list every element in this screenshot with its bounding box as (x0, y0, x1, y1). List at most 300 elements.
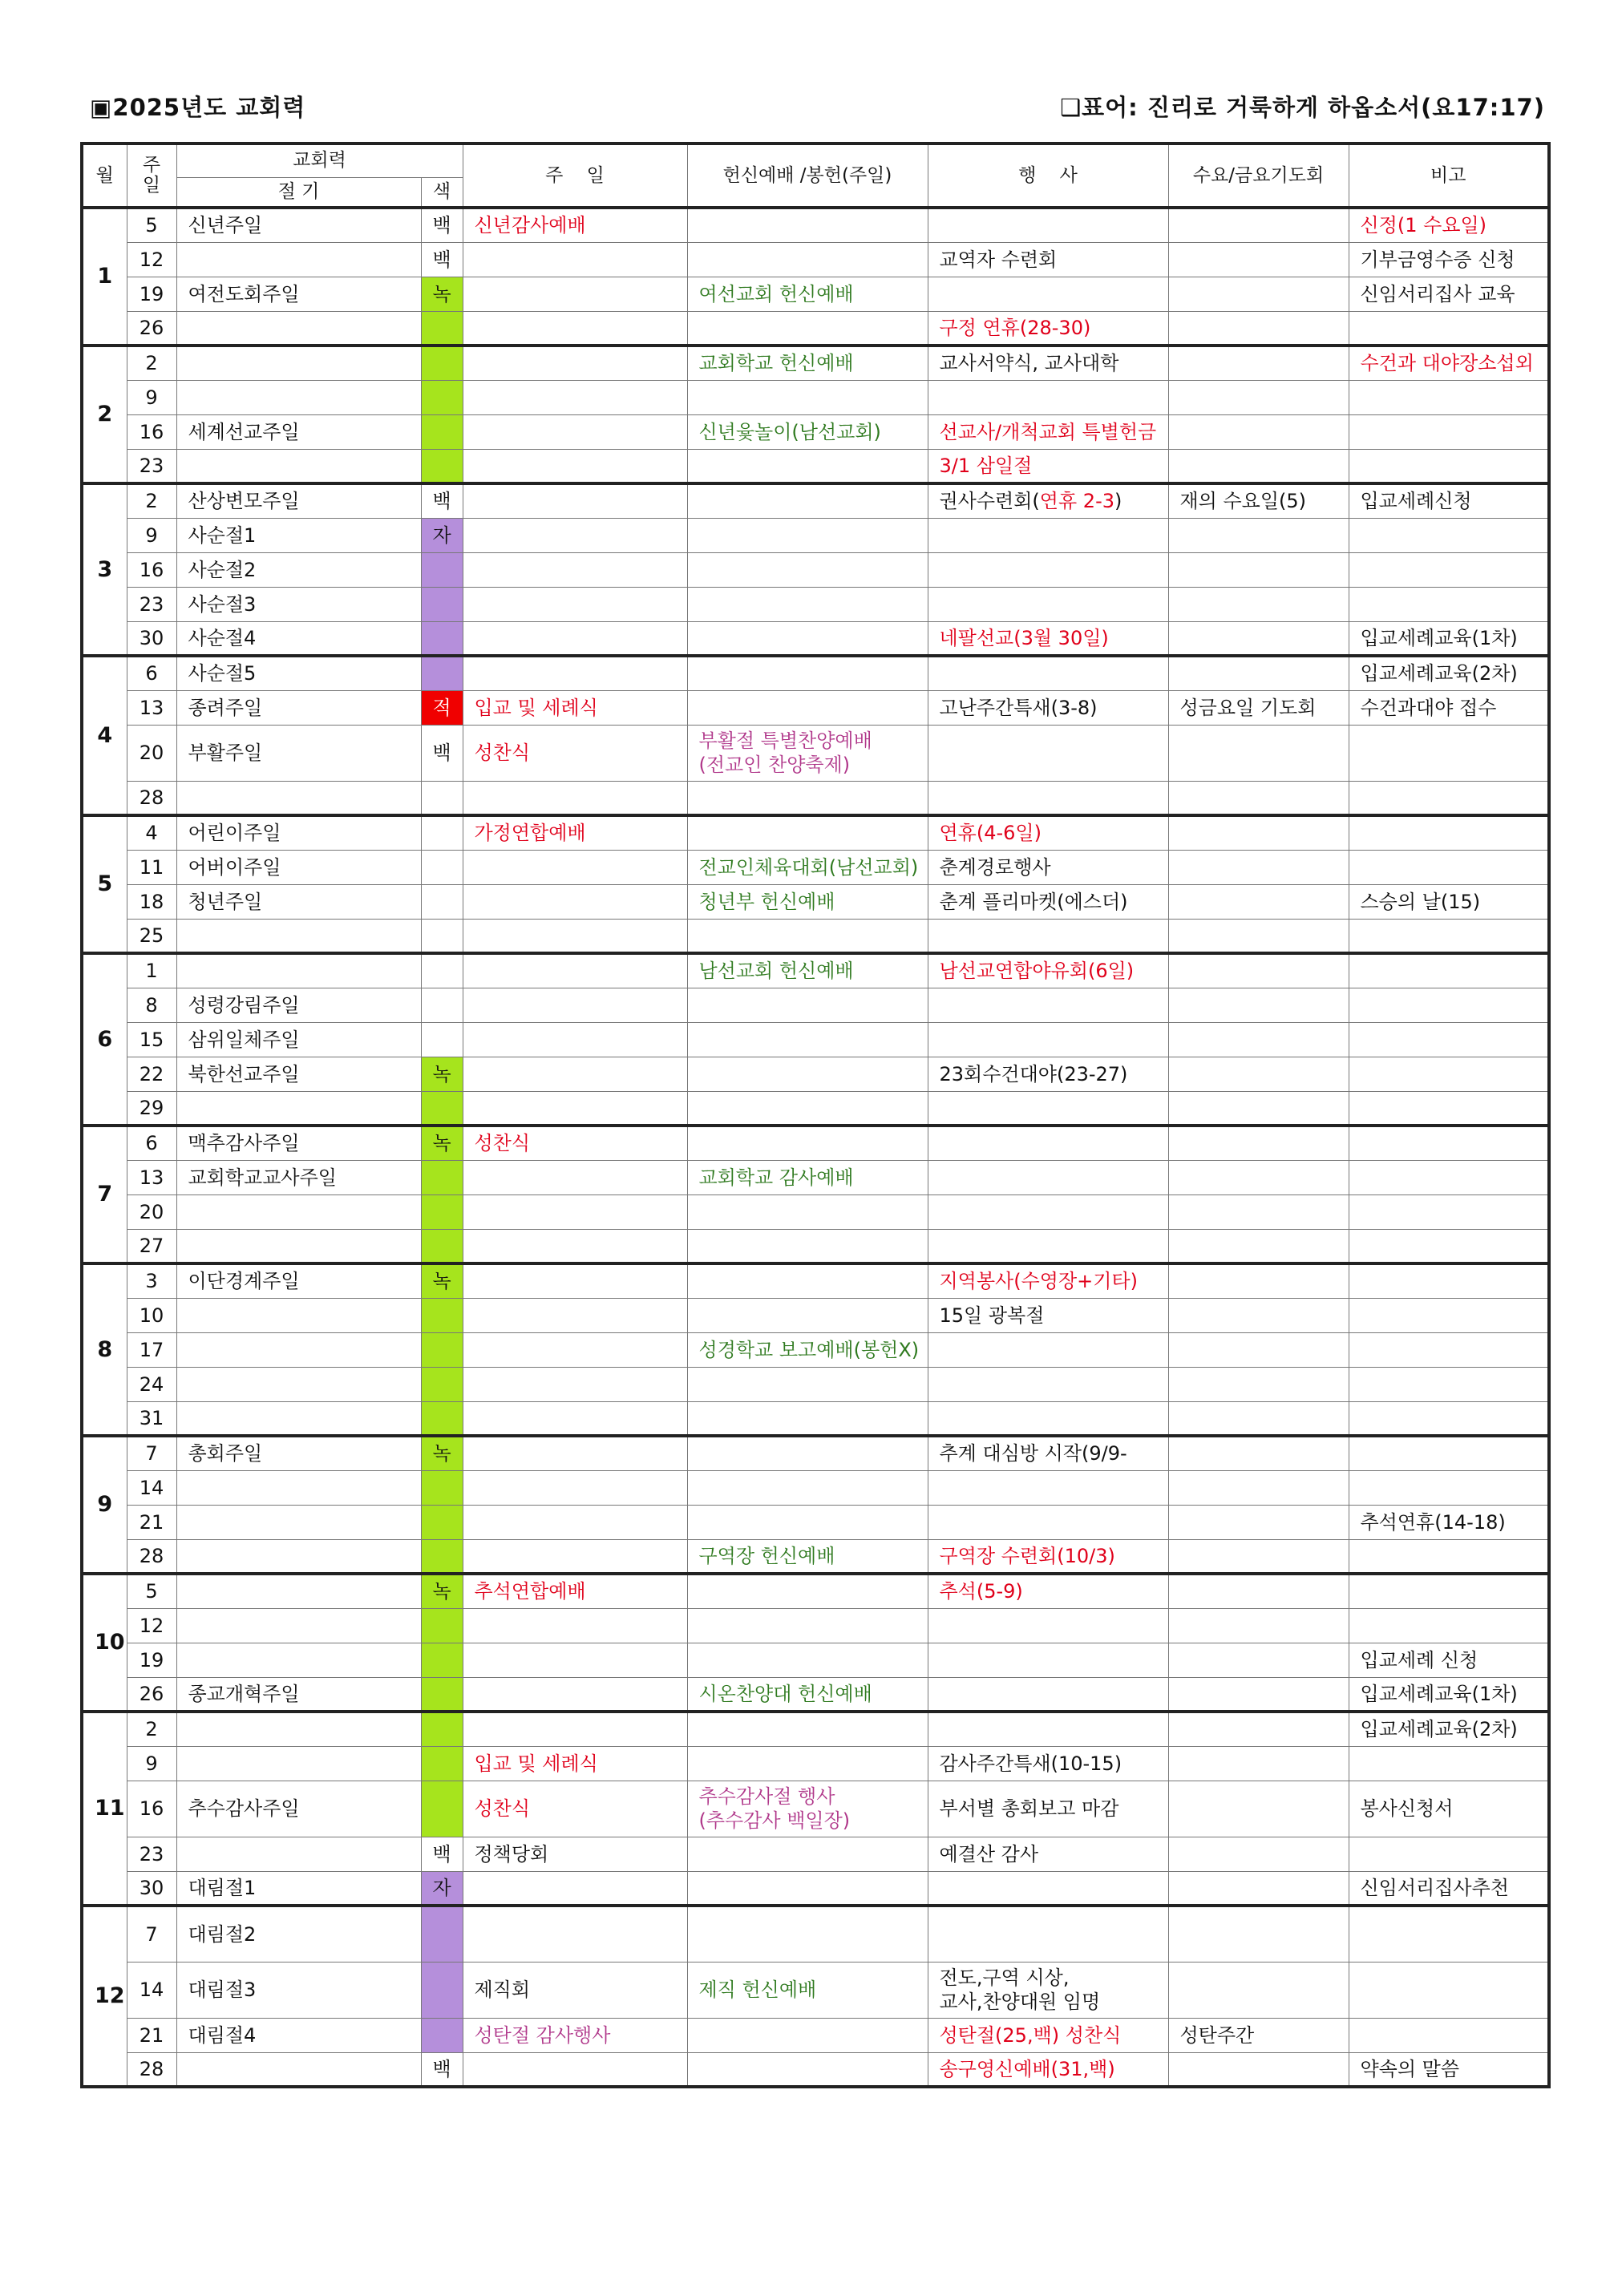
note-cell (1349, 518, 1549, 552)
week-day-cell (127, 277, 176, 311)
midweek-cell (1168, 1712, 1349, 1746)
liturgical-color-cell-text: 백 (432, 490, 451, 513)
liturgical-color-cell (421, 587, 463, 621)
midweek-cell (1168, 1436, 1349, 1470)
service-cell-text: 추수감사절 행사 (698, 1785, 835, 1808)
service-cell (687, 1332, 928, 1367)
week-day-cell (127, 1470, 176, 1505)
liturgical-color-cell (421, 1746, 463, 1781)
sunday-cell (463, 1401, 687, 1436)
season-cell (176, 1643, 421, 1677)
sunday-cell (463, 1781, 687, 1837)
season-cell (176, 1906, 421, 1962)
week-day-cell (127, 1781, 176, 1837)
note-cell (1349, 815, 1549, 850)
midweek-cell (1168, 884, 1349, 919)
note-cell (1349, 1608, 1549, 1643)
week-day-cell-text: 20 (139, 1200, 164, 1223)
table-body (82, 208, 1549, 2087)
week-day-cell (127, 1229, 176, 1263)
event-cell (928, 815, 1168, 850)
table-row (82, 850, 1549, 884)
week-day-cell (127, 1574, 176, 1608)
table-row (82, 277, 1549, 311)
event-cell (928, 621, 1168, 656)
week-day-cell (127, 1505, 176, 1539)
liturgical-color-cell (421, 919, 463, 953)
table-row (82, 483, 1549, 518)
season-cell-text: 산상변모주일 (188, 490, 300, 513)
season-cell (176, 242, 421, 277)
season-cell-text: 이단경계주일 (188, 1270, 300, 1293)
midweek-cell (1168, 690, 1349, 725)
event-cell (928, 208, 1168, 242)
service-cell (687, 850, 928, 884)
note-cell-text: 입교세례교육(1차) (1360, 1682, 1518, 1705)
sunday-cell (463, 1091, 687, 1126)
season-cell (176, 781, 421, 815)
midweek-cell (1168, 1677, 1349, 1712)
season-cell (176, 953, 421, 988)
liturgical-color-cell (421, 1160, 463, 1194)
note-cell (1349, 552, 1549, 587)
service-cell (687, 1539, 928, 1574)
table-row (82, 919, 1549, 953)
week-day-cell-text: 9 (145, 523, 158, 547)
event-cell-text: 부서별 총회보고 마감 (939, 1797, 1119, 1820)
season-cell-text: 사순절4 (188, 626, 257, 649)
week-day-cell-text: 28 (139, 786, 164, 809)
table-row (82, 1298, 1549, 1332)
week-day-cell-text: 5 (145, 214, 158, 237)
table-row (82, 1574, 1549, 1608)
table-row (82, 1091, 1549, 1126)
note-cell (1349, 1746, 1549, 1781)
week-day-cell (127, 242, 176, 277)
season-cell-text: 삼위일체주일 (188, 1028, 300, 1051)
service-cell (687, 621, 928, 656)
note-cell (1349, 449, 1549, 483)
sunday-cell (463, 1643, 687, 1677)
season-cell-text: 종교개혁주일 (188, 1682, 300, 1705)
week-day-cell-text: 30 (139, 1876, 164, 1899)
month-cell: 2 (82, 346, 127, 483)
sunday-cell-text: 성찬식 (474, 1132, 531, 1155)
midweek-cell (1168, 1126, 1349, 1160)
sunday-cell (463, 1057, 687, 1091)
month-cell: 6 (82, 953, 127, 1126)
liturgical-color-cell (421, 884, 463, 919)
table-row (82, 1712, 1549, 1746)
service-cell (687, 919, 928, 953)
event-cell-highlight: 연휴 2-3 (1039, 490, 1114, 513)
week-day-cell (127, 884, 176, 919)
midweek-cell (1168, 1643, 1349, 1677)
midweek-cell (1168, 1574, 1349, 1608)
table-row (82, 208, 1549, 242)
event-cell (928, 1906, 1168, 1962)
season-cell-text: 총회주일 (188, 1442, 263, 1465)
note-cell (1349, 1712, 1549, 1746)
midweek-cell (1168, 1962, 1349, 2018)
event-cell (928, 2018, 1168, 2052)
table-row (82, 1746, 1549, 1781)
midweek-cell (1168, 656, 1349, 690)
week-day-cell (127, 1194, 176, 1229)
service-cell (687, 1091, 928, 1126)
midweek-cell (1168, 242, 1349, 277)
week-day-cell (127, 1436, 176, 1470)
header-month: 월 (82, 144, 127, 208)
event-cell (928, 1057, 1168, 1091)
season-cell (176, 277, 421, 311)
season-cell-text: 북한선교주일 (188, 1062, 300, 1085)
liturgical-color-cell (421, 1837, 463, 1871)
service-cell (687, 988, 928, 1022)
midweek-cell (1168, 1332, 1349, 1367)
midweek-cell (1168, 483, 1349, 518)
service-cell (687, 1837, 928, 1871)
event-cell (928, 1746, 1168, 1781)
season-cell-text: 추수감사주일 (188, 1797, 300, 1820)
week-day-cell-text: 14 (139, 1476, 164, 1499)
midweek-cell (1168, 1091, 1349, 1126)
table-row (82, 587, 1549, 621)
week-day-cell-text: 6 (145, 662, 158, 685)
midweek-cell (1168, 988, 1349, 1022)
season-cell (176, 1401, 421, 1436)
note-cell-text: 기부금영수증 신청 (1360, 248, 1515, 271)
season-cell (176, 1746, 421, 1781)
sunday-cell (463, 1436, 687, 1470)
note-cell (1349, 1871, 1549, 1906)
note-cell (1349, 919, 1549, 953)
note-cell (1349, 483, 1549, 518)
midweek-cell-text: 성탄주간 (1179, 2023, 1255, 2047)
event-cell-text: 성탄절(25,백) 성찬식 (939, 2023, 1122, 2047)
event-cell (928, 1962, 1168, 2018)
service-cell (687, 380, 928, 414)
note-cell (1349, 884, 1549, 919)
week-day-cell (127, 414, 176, 449)
season-cell (176, 518, 421, 552)
week-day-cell (127, 781, 176, 815)
season-cell (176, 346, 421, 380)
event-cell (928, 380, 1168, 414)
liturgical-color-cell-text: 적 (432, 696, 451, 719)
week-day-cell-text: 4 (145, 822, 158, 845)
sunday-cell-text: 성찬식 (474, 742, 531, 764)
service-cell (687, 1781, 928, 1837)
season-cell-text: 대림절3 (188, 1979, 257, 2001)
season-cell (176, 483, 421, 518)
week-day-cell (127, 1677, 176, 1712)
liturgical-color-cell (421, 621, 463, 656)
event-cell (928, 1091, 1168, 1126)
month-cell: 8 (82, 1263, 127, 1436)
table-row (82, 725, 1549, 781)
event-cell (928, 690, 1168, 725)
midweek-cell (1168, 380, 1349, 414)
service-cell (687, 815, 928, 850)
midweek-cell (1168, 781, 1349, 815)
service-cell (687, 884, 928, 919)
service-cell (687, 1643, 928, 1677)
note-cell (1349, 988, 1549, 1022)
week-day-cell-text: 18 (139, 890, 164, 913)
week-day-cell-text: 15 (139, 1028, 164, 1051)
liturgical-color-cell (421, 414, 463, 449)
season-cell (176, 1962, 421, 2018)
service-cell-text: 교회학교 감사예배 (698, 1166, 854, 1189)
service-cell (687, 587, 928, 621)
liturgical-color-cell (421, 208, 463, 242)
note-cell (1349, 1505, 1549, 1539)
event-cell-text: 고난주간특새(3-8) (939, 696, 1098, 719)
week-day-cell-text: 1 (145, 960, 158, 983)
season-cell (176, 656, 421, 690)
liturgical-color-cell-text: 백 (432, 214, 451, 237)
week-day-cell-text: 17 (139, 1338, 164, 1361)
season-cell (176, 449, 421, 483)
week-day-cell-text: 3 (145, 1270, 158, 1293)
midweek-cell (1168, 1608, 1349, 1643)
week-day-cell (127, 518, 176, 552)
service-cell (687, 1906, 928, 1962)
season-cell-text: 대림절1 (188, 1876, 257, 1899)
season-cell (176, 621, 421, 656)
event-cell (928, 850, 1168, 884)
sunday-cell (463, 483, 687, 518)
season-cell (176, 1781, 421, 1837)
note-cell-text: 봉사신청서 (1360, 1797, 1454, 1820)
note-cell (1349, 1298, 1549, 1332)
event-cell (928, 2052, 1168, 2087)
service-cell (687, 1962, 928, 2018)
week-day-cell (127, 850, 176, 884)
note-cell (1349, 781, 1549, 815)
season-cell (176, 2052, 421, 2087)
table-row (82, 1505, 1549, 1539)
event-cell-text-line2: 교사,찬양대원 임명 (939, 1991, 1101, 2013)
season-cell (176, 1332, 421, 1367)
liturgical-color-cell (421, 1871, 463, 1906)
season-cell-text: 종려주일 (188, 696, 263, 719)
month-cell: 12 (82, 1906, 127, 2087)
service-cell (687, 483, 928, 518)
week-day-cell-text: 7 (145, 1442, 158, 1465)
season-cell-text: 어린이주일 (188, 822, 281, 845)
midweek-cell (1168, 1746, 1349, 1781)
sunday-cell (463, 1298, 687, 1332)
sunday-cell-text: 추석연합예배 (474, 1580, 586, 1603)
service-cell (687, 1160, 928, 1194)
week-day-cell-text: 21 (139, 1510, 164, 1534)
event-cell (928, 1837, 1168, 1871)
liturgical-color-cell (421, 1126, 463, 1160)
sunday-cell (463, 1505, 687, 1539)
note-cell (1349, 1962, 1549, 2018)
table-row (82, 621, 1549, 656)
season-cell (176, 815, 421, 850)
event-cell-text: 선교사/개척교회 특별헌금 (939, 420, 1157, 443)
season-cell (176, 1436, 421, 1470)
header-midweek: 수요/금요기도회 (1168, 144, 1349, 208)
sunday-cell (463, 1194, 687, 1229)
service-cell (687, 1470, 928, 1505)
midweek-cell (1168, 1367, 1349, 1401)
service-cell-text: 성경학교 보고예배(봉헌X) (698, 1338, 920, 1361)
event-cell (928, 1470, 1168, 1505)
table-row (82, 1332, 1549, 1367)
table-row (82, 1608, 1549, 1643)
table-row (82, 2018, 1549, 2052)
season-cell (176, 208, 421, 242)
liturgical-color-cell-text: 녹 (432, 1062, 451, 1085)
week-day-cell (127, 1057, 176, 1091)
note-cell (1349, 1470, 1549, 1505)
season-cell-text: 여전도회주일 (188, 282, 300, 305)
week-day-cell-text: 16 (139, 420, 164, 443)
liturgical-color-cell (421, 1677, 463, 1712)
event-cell-text: 지역봉사(수영장+기타) (939, 1270, 1138, 1293)
note-cell (1349, 953, 1549, 988)
service-cell (687, 1871, 928, 1906)
sunday-cell-text: 성찬식 (474, 1797, 531, 1820)
season-cell (176, 1539, 421, 1574)
table-row (82, 781, 1549, 815)
season-cell-text: 맥추감사주일 (188, 1132, 300, 1155)
service-cell (687, 1746, 928, 1781)
sunday-cell (463, 690, 687, 725)
table-row (82, 1057, 1549, 1091)
week-day-cell (127, 449, 176, 483)
event-cell (928, 884, 1168, 919)
note-cell (1349, 1677, 1549, 1712)
note-cell (1349, 2018, 1549, 2052)
week-day-cell (127, 1871, 176, 1906)
liturgical-color-cell (421, 311, 463, 346)
event-cell (928, 953, 1168, 988)
note-cell (1349, 1781, 1549, 1837)
sunday-cell (463, 1906, 687, 1962)
week-day-cell (127, 988, 176, 1022)
season-cell-text: 대림절2 (188, 1922, 257, 1946)
week-day-cell (127, 483, 176, 518)
midweek-cell (1168, 208, 1349, 242)
sunday-cell (463, 518, 687, 552)
sunday-cell (463, 656, 687, 690)
week-day-cell (127, 815, 176, 850)
service-cell-text: 남선교회 헌신예배 (698, 960, 854, 983)
note-cell (1349, 208, 1549, 242)
liturgical-color-cell (421, 242, 463, 277)
season-cell (176, 311, 421, 346)
service-cell (687, 414, 928, 449)
sunday-cell (463, 449, 687, 483)
event-cell (928, 414, 1168, 449)
service-cell (687, 1229, 928, 1263)
note-cell (1349, 621, 1549, 656)
liturgical-color-cell (421, 1608, 463, 1643)
liturgical-color-cell-text: 백 (432, 1842, 451, 1866)
week-day-cell (127, 656, 176, 690)
week-day-cell (127, 725, 176, 781)
service-cell (687, 1367, 928, 1401)
liturgical-color-cell (421, 725, 463, 781)
season-cell (176, 1091, 421, 1126)
liturgical-color-cell (421, 1962, 463, 2018)
week-day-cell-text: 27 (139, 1234, 164, 1257)
sunday-cell (463, 988, 687, 1022)
sunday-cell (463, 2052, 687, 2087)
service-cell (687, 1298, 928, 1332)
season-cell-text: 청년주일 (188, 890, 263, 913)
month-cell: 3 (82, 483, 127, 656)
week-day-cell-text: 23 (139, 592, 164, 616)
event-cell-text: 남선교연합야유회(6일) (939, 960, 1135, 983)
sunday-cell (463, 587, 687, 621)
month-cell: 1 (82, 208, 127, 346)
service-cell (687, 781, 928, 815)
table-row (82, 1229, 1549, 1263)
sunday-cell-text: 입교 및 세례식 (474, 696, 598, 719)
event-cell-text: 춘계경로행사 (939, 855, 1051, 879)
midweek-cell-text: 성금요일 기도회 (1179, 696, 1317, 719)
liturgical-color-cell (421, 1436, 463, 1470)
event-cell (928, 1677, 1168, 1712)
liturgical-color-cell (421, 1229, 463, 1263)
service-cell (687, 449, 928, 483)
service-cell (687, 656, 928, 690)
event-cell (928, 1263, 1168, 1298)
midweek-cell (1168, 1505, 1349, 1539)
week-day-cell (127, 1367, 176, 1401)
note-cell (1349, 380, 1549, 414)
note-cell (1349, 1126, 1549, 1160)
church-calendar-table (80, 142, 1551, 2088)
midweek-cell (1168, 953, 1349, 988)
midweek-cell (1168, 414, 1349, 449)
sunday-cell (463, 1712, 687, 1746)
service-cell (687, 518, 928, 552)
midweek-cell (1168, 2052, 1349, 2087)
week-day-cell-text: 14 (139, 1979, 164, 2001)
table-row (82, 311, 1549, 346)
sunday-cell (463, 1126, 687, 1160)
season-cell-text: 성령강림주일 (188, 993, 300, 1017)
event-cell (928, 1194, 1168, 1229)
event-cell (928, 242, 1168, 277)
event-cell (928, 1574, 1168, 1608)
sunday-cell (463, 552, 687, 587)
note-cell (1349, 1367, 1549, 1401)
service-cell (687, 1057, 928, 1091)
sunday-cell (463, 242, 687, 277)
season-cell (176, 1470, 421, 1505)
week-day-cell (127, 1126, 176, 1160)
event-cell (928, 518, 1168, 552)
week-day-cell-text: 28 (139, 2057, 164, 2080)
season-cell (176, 988, 421, 1022)
service-cell-text: 구역장 헌신예배 (698, 1544, 835, 1567)
season-cell (176, 1263, 421, 1298)
header-sunday: 주 일 (463, 144, 687, 208)
week-day-cell (127, 1332, 176, 1367)
event-cell-text: 춘계 플리마켓(에스더) (939, 890, 1128, 913)
season-cell-text: 대림절4 (188, 2023, 257, 2047)
service-cell-text-line2: (전교인 찬양축제) (698, 754, 851, 776)
